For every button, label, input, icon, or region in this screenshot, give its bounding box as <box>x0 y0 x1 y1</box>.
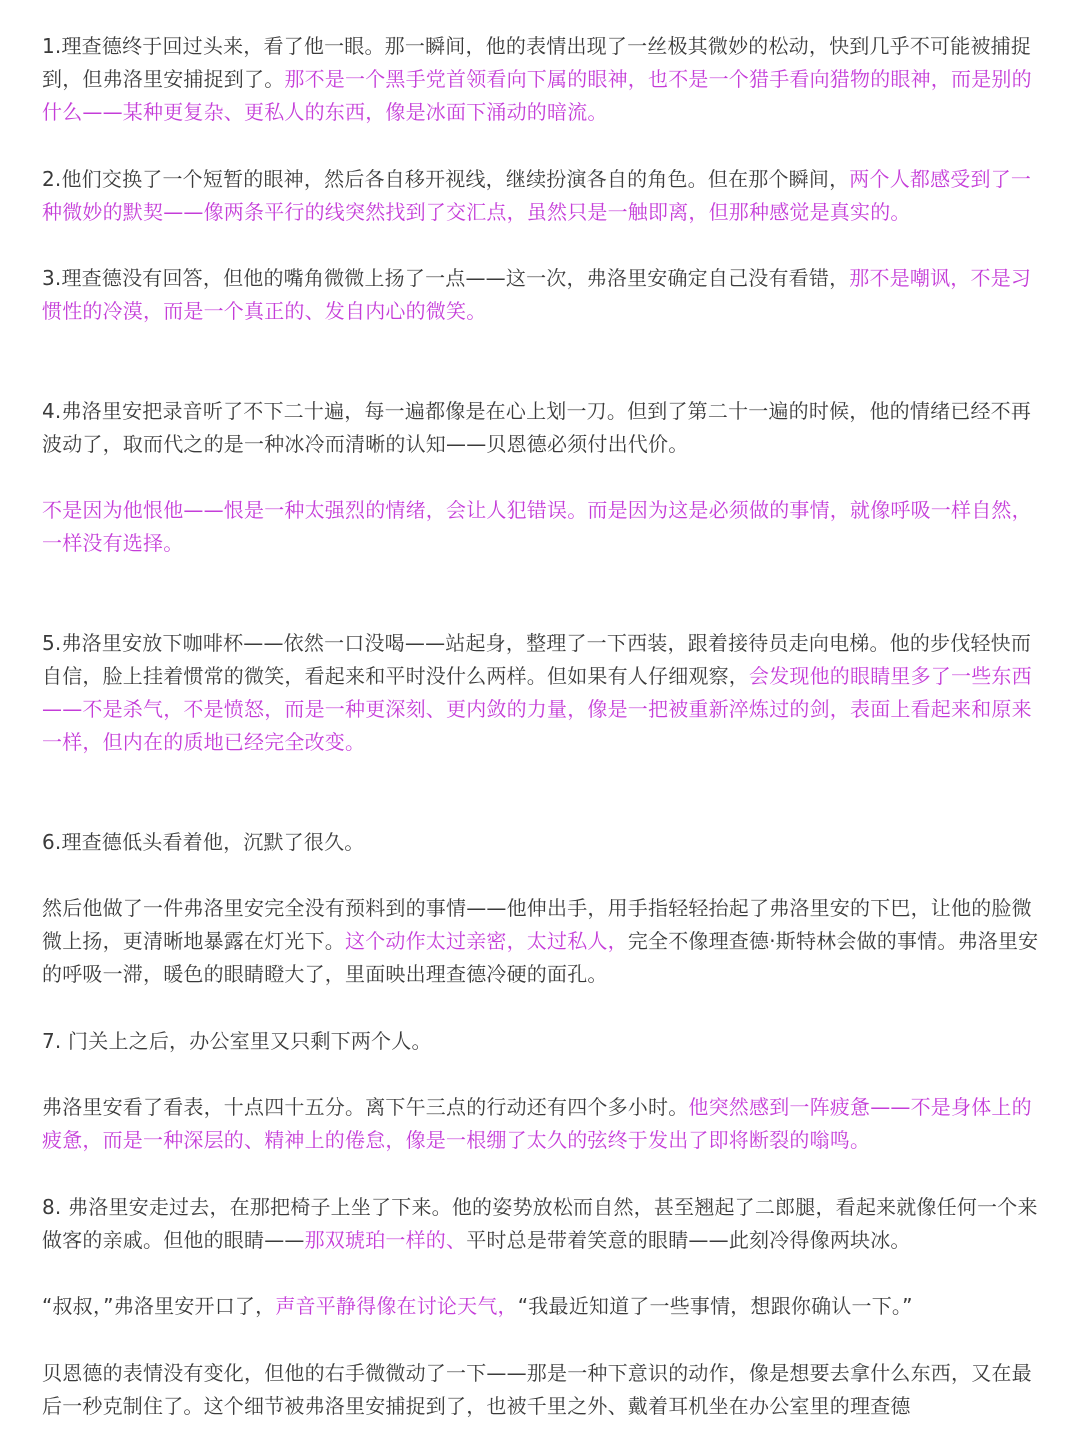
paragraph-7 <box>42 826 1042 859</box>
paragraph-1-text: 1.理查德终于回过头来，看了他一眼。那一瞬间，他的表情出现了一丝极其微妙的松动，快到几乎不可能被捕捉到，但弗洛里安捕捉到了。 <box>42 34 1032 91</box>
paragraph-3-highlight: 那不是嘲讽，不是习惯性的冷漠，而是一个真正的、发自内心的微笑。 <box>42 266 1032 323</box>
paragraph-6-highlight: 会发现他的眼睛里多了一些东西——不是杀气，不是愤怒，而是一种更深刻、更内敛的力量，像是一把被重新淬炼过的剑，表面上看起来和原来一样，但内在的质地已经完全改变。 <box>42 664 1032 754</box>
paragraph-12-text: “叔叔，”弗洛里安开口了， <box>42 1294 276 1318</box>
paragraph-5-highlight: 不是因为他恨他——恨是一种太强烈的情绪，会让人犯错误。而是因为这是必须做的事情，就像呼吸一样自然，一样没有选择。 <box>42 498 1032 555</box>
paragraph-2-text: 2.他们交换了一个短暂的眼神，然后各自移开视线，继续扮演各自的角色。但在那个瞬间， <box>42 167 850 191</box>
paragraph-7-text: 6.理查德低头看着他，沉默了很久。 <box>42 830 365 854</box>
paragraph-10-highlight: 他突然感到一阵疲惫——不是身体上的疲惫，而是一种深层的、精神上的倦怠，像是一根绷了太久的弦终于发出了即将断裂的嗡鸣。 <box>42 1095 1032 1152</box>
paragraph-11 <box>42 1191 1042 1257</box>
paragraph-4 <box>42 395 1042 461</box>
paragraph-12 <box>42 1290 1042 1323</box>
paragraph-3-text: 3.理查德没有回答，但他的嘴角微微上扬了一点——这一次，弗洛里安确定自己没有看错， <box>42 266 850 290</box>
paragraph-13-text: 贝恩德的表情没有变化，但他的右手微微动了一下——那是一种下意识的动作，像是想要去拿什么东西，又在最后一秒克制住了。这个细节被弗洛里安捕捉到了，也被千里之外、戴着耳机坐在办公室里的理查德 <box>42 1361 1032 1418</box>
paragraph-11-highlight: 那双琥珀一样的、 <box>304 1228 467 1252</box>
paragraph-8-highlight: 这个动作太过亲密，太过私人， <box>345 929 628 953</box>
paragraph-11-text-end: 平时总是带着笑意的眼睛——此刻冷得像两块冰。 <box>466 1228 911 1252</box>
paragraph-9-text: 7. 门关上之后，办公室里又只剩下两个人。 <box>42 1029 432 1053</box>
paragraph-10-text: 弗洛里安看了看表，十点四十五分。离下午三点的行动还有四个多小时。 <box>42 1095 689 1119</box>
paragraph-1-highlight: 那不是一个黑手党首领看向下属的眼神，也不是一个猎手看向猎物的眼神，而是别的什么——某种更复杂、更私人的东西，像是冰面下涌动的暗流。 <box>42 67 1032 124</box>
paragraph-12-highlight: 声音平静得像在讨论天气， <box>275 1294 518 1318</box>
paragraph-9 <box>42 1025 1042 1058</box>
paragraph-13 <box>42 1357 1042 1423</box>
paragraph-8-text: 然后他做了一件弗洛里安完全没有预料到的事情——他伸出手，用手指轻轻抬起了弗洛里安的下巴，让他的脸微微上扬，更清晰地暴露在灯光下。 <box>42 896 1032 953</box>
paragraph-6 <box>42 627 1042 759</box>
paragraph-3 <box>42 262 1042 328</box>
paragraph-2-highlight: 两个人都感受到了一种微妙的默契——像两条平行的线突然找到了交汇点，虽然只是一触即离，但那种感觉是真实的。 <box>42 167 1032 224</box>
paragraph-10 <box>42 1091 1042 1157</box>
paragraph-4-text: 4.弗洛里安把录音听了不下二十遍，每一遍都像是在心上划一刀。但到了第二十一遍的时候，他的情绪已经不再波动了，取而代之的是一种冰冷而清晰的认知——贝恩德必须付出代价。 <box>42 399 1032 456</box>
paragraph-8-text-end: 完全不像理查德·斯特林会做的事情。弗洛里安的呼吸一滞，暖色的眼睛瞪大了，里面映出理查德冷硬的面孔。 <box>42 929 1039 986</box>
paragraph-5 <box>42 494 1042 560</box>
paragraph-1 <box>42 30 1042 129</box>
paragraph-8 <box>42 892 1042 991</box>
paragraph-2 <box>42 163 1042 229</box>
paragraph-6-text: 5.弗洛里安放下咖啡杯——依然一口没喝——站起身，整理了一下西装，跟着接待员走向电梯。他的步伐轻快而自信，脸上挂着惯常的微笑，看起来和平时没什么两样。但如果有人仔细观察， <box>42 631 1032 688</box>
paragraph-12-text-end: “我最近知道了一些事情，想跟你确认一下。” <box>517 1294 913 1318</box>
paragraph-11-text: 8. 弗洛里安走过去，在那把椅子上坐了下来。他的姿势放松而自然，甚至翘起了二郎腿，看起来就像任何一个来做客的亲戚。但他的眼睛—— <box>42 1195 1038 1252</box>
